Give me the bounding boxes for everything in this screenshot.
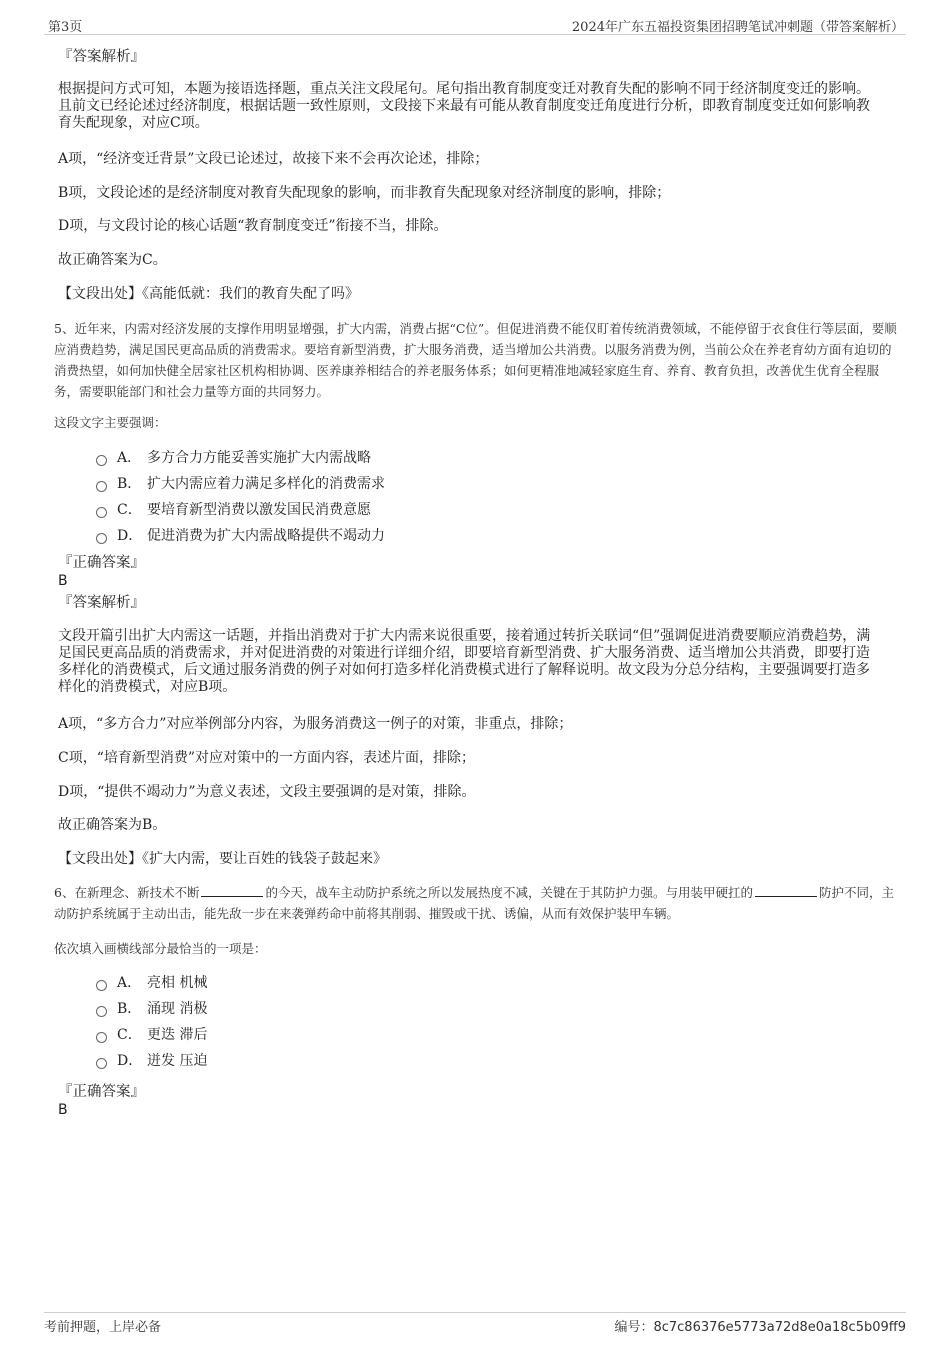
q5-option-a-explanation: A项，“多方合力”对应举例部分内容，为服务消费这一例子的对策，非重点，排除；	[58, 716, 573, 732]
option-letter: A．	[117, 975, 142, 991]
q5-option-a[interactable]	[96, 448, 371, 468]
option-letter: B．	[117, 476, 142, 492]
document-id-value: 8c7c86376e5773a72d8e0a18c5b09ff9	[653, 1320, 906, 1335]
option-text: 亮相 机械	[147, 975, 208, 991]
q6-stem-part2: 的今天，战车主动防护系统之所以发展热度不减，关键在于其防护力强。与用装甲硬扛的	[265, 885, 753, 900]
radio-icon[interactable]	[96, 481, 107, 492]
fill-blank-2	[755, 884, 817, 897]
q5-answer: B	[58, 573, 68, 589]
q6-option-b[interactable]	[96, 999, 207, 1019]
q4-conclusion: 故正确答案为C。	[58, 252, 167, 268]
q5-answer-label: 『正确答案』	[58, 555, 145, 571]
q5-prompt: 这段文字主要强调：	[54, 415, 167, 430]
q5-option-d[interactable]	[96, 526, 385, 546]
q4-analysis-text: 根据提问方式可知，本题为接语选择题，重点关注文段尾句。尾句指出教育制度变迁对教育失配的影响不同于经济制度变迁的影响。且前文已经论述过经济制度，根据话题一致性原则，文段接下来最有可能从教育制度变迁角度进行分析，即教育制度变迁如何影响教育失配现象，对应C项。	[58, 81, 870, 131]
radio-icon[interactable]	[96, 1006, 107, 1017]
option-text: 促进消费为扩大内需战略提供不竭动力	[147, 528, 385, 544]
q5-conclusion: 故正确答案为B。	[58, 817, 167, 833]
q4-option-a-explanation: A项，“经济变迁背景”文段已论述过，故接下来不会再次论述，排除；	[58, 151, 489, 167]
q5-option-c-explanation: C项，“培育新型消费”对应对策中的一方面内容，表述片面，排除；	[58, 750, 476, 766]
fill-blank-1	[201, 884, 263, 897]
document-id	[614, 1316, 906, 1335]
option-letter: C．	[117, 502, 142, 518]
q5-analysis-label: 『答案解析』	[58, 595, 145, 611]
option-letter: B．	[117, 1001, 142, 1017]
q5-option-b[interactable]	[96, 474, 385, 494]
option-letter: D．	[117, 1053, 143, 1069]
q6-stem	[54, 882, 898, 924]
q4-analysis-label: 『答案解析』	[58, 49, 145, 65]
q4-option-b-explanation: B项，文段论述的是经济制度对教育失配现象的影响，而非教育失配现象对经济制度的影响，排除；	[58, 185, 671, 201]
q6-option-a[interactable]	[96, 973, 207, 993]
radio-icon[interactable]	[96, 1032, 107, 1043]
q6-option-c[interactable]	[96, 1025, 207, 1045]
q5-analysis-text: 文段开篇引出扩大内需这一话题，并指出消费对于扩大内需来说很重要，接着通过转折关联词“但”强调促进消费要顺应消费趋势，满足国民更高品质的消费需求，并对促进消费的对策进行详细介绍，即要培育新型消费、扩大服务消费、适当增加公共消费，即要打造多样化的消费模式，后文通过服务消费的例子对如何打造多样化消费模式进行了解释说明。故文段为分总分结构，主要强调要打造多样化的消费模式，对应B项。	[58, 628, 871, 695]
option-text: 要培育新型消费以激发国民消费意愿	[147, 502, 371, 518]
radio-icon[interactable]	[96, 455, 107, 466]
q5-option-c[interactable]	[96, 500, 371, 520]
page-number: 第3页	[48, 20, 83, 35]
q6-prompt: 依次填入画横线部分最恰当的一项是：	[54, 941, 267, 956]
radio-icon[interactable]	[96, 980, 107, 991]
option-text: 更迭 滞后	[147, 1027, 208, 1043]
radio-icon[interactable]	[96, 507, 107, 518]
q6-answer: B	[58, 1102, 68, 1118]
option-letter: D．	[117, 528, 143, 544]
document-id-label: 编号：	[614, 1320, 654, 1335]
page-footer	[44, 1312, 906, 1343]
option-letter: C．	[117, 1027, 142, 1043]
option-text: 涌现 消极	[147, 1001, 208, 1017]
q5-option-d-explanation: D项，“提供不竭动力”为意义表述，文段主要强调的是对策，排除。	[58, 784, 476, 800]
page-header	[44, 14, 906, 35]
q6-stem-part3: 防护不同，主动防护系统属于主动出击，能先敌一步在来袭弹药命中前将其削弱、摧毁或干扰、诱偏，从而有效保护装甲车辆。	[54, 885, 894, 921]
radio-icon[interactable]	[96, 533, 107, 544]
q4-option-d-explanation: D项，与文段讨论的核心话题“教育制度变迁”衔接不当，排除。	[58, 218, 448, 234]
option-letter: A．	[117, 450, 142, 466]
option-text: 扩大内需应着力满足多样化的消费需求	[147, 476, 385, 492]
option-text: 多方合力方能妥善实施扩大内需战略	[147, 450, 371, 466]
q6-option-d[interactable]	[96, 1051, 207, 1071]
option-text: 迸发 压迫	[147, 1053, 208, 1069]
q6-stem-part1: 6、在新理念、新技术不断	[54, 885, 200, 900]
footer-slogan: 考前押题，上岸必备	[44, 1320, 162, 1335]
document-title: 2024年广东五福投资集团招聘笔试冲刺题（带答案解析）	[571, 20, 904, 35]
radio-icon[interactable]	[96, 1058, 107, 1069]
q4-source: 【文段出处】《高能低就：我们的教育失配了吗》	[58, 286, 359, 302]
q5-stem: 5、近年来，内需对经济发展的支撑作用明显增强，扩大内需，消费占据“C位”。但促进消费不能仅盯着传统消费领域，不能停留于衣食住行等层面，要顺应消费趋势，满足国民更高品质的消费需求。要培育新型消费，扩大服务消费，适当增加公共消费。以服务消费为例，当前公众在养老育幼方面有迫切的消费热望，如何加快健全居家社区机构相协调、医养康养相结合的养老服务体系；如何更精准地减轻家庭生育、养育、教育负担，改善优生优育全程服务，需要职能部门和社会力量等方面的共同努力。	[54, 321, 897, 399]
q6-answer-label: 『正确答案』	[58, 1084, 145, 1100]
q5-source: 【文段出处】《扩大内需，要让百姓的钱袋子鼓起来》	[58, 851, 387, 867]
